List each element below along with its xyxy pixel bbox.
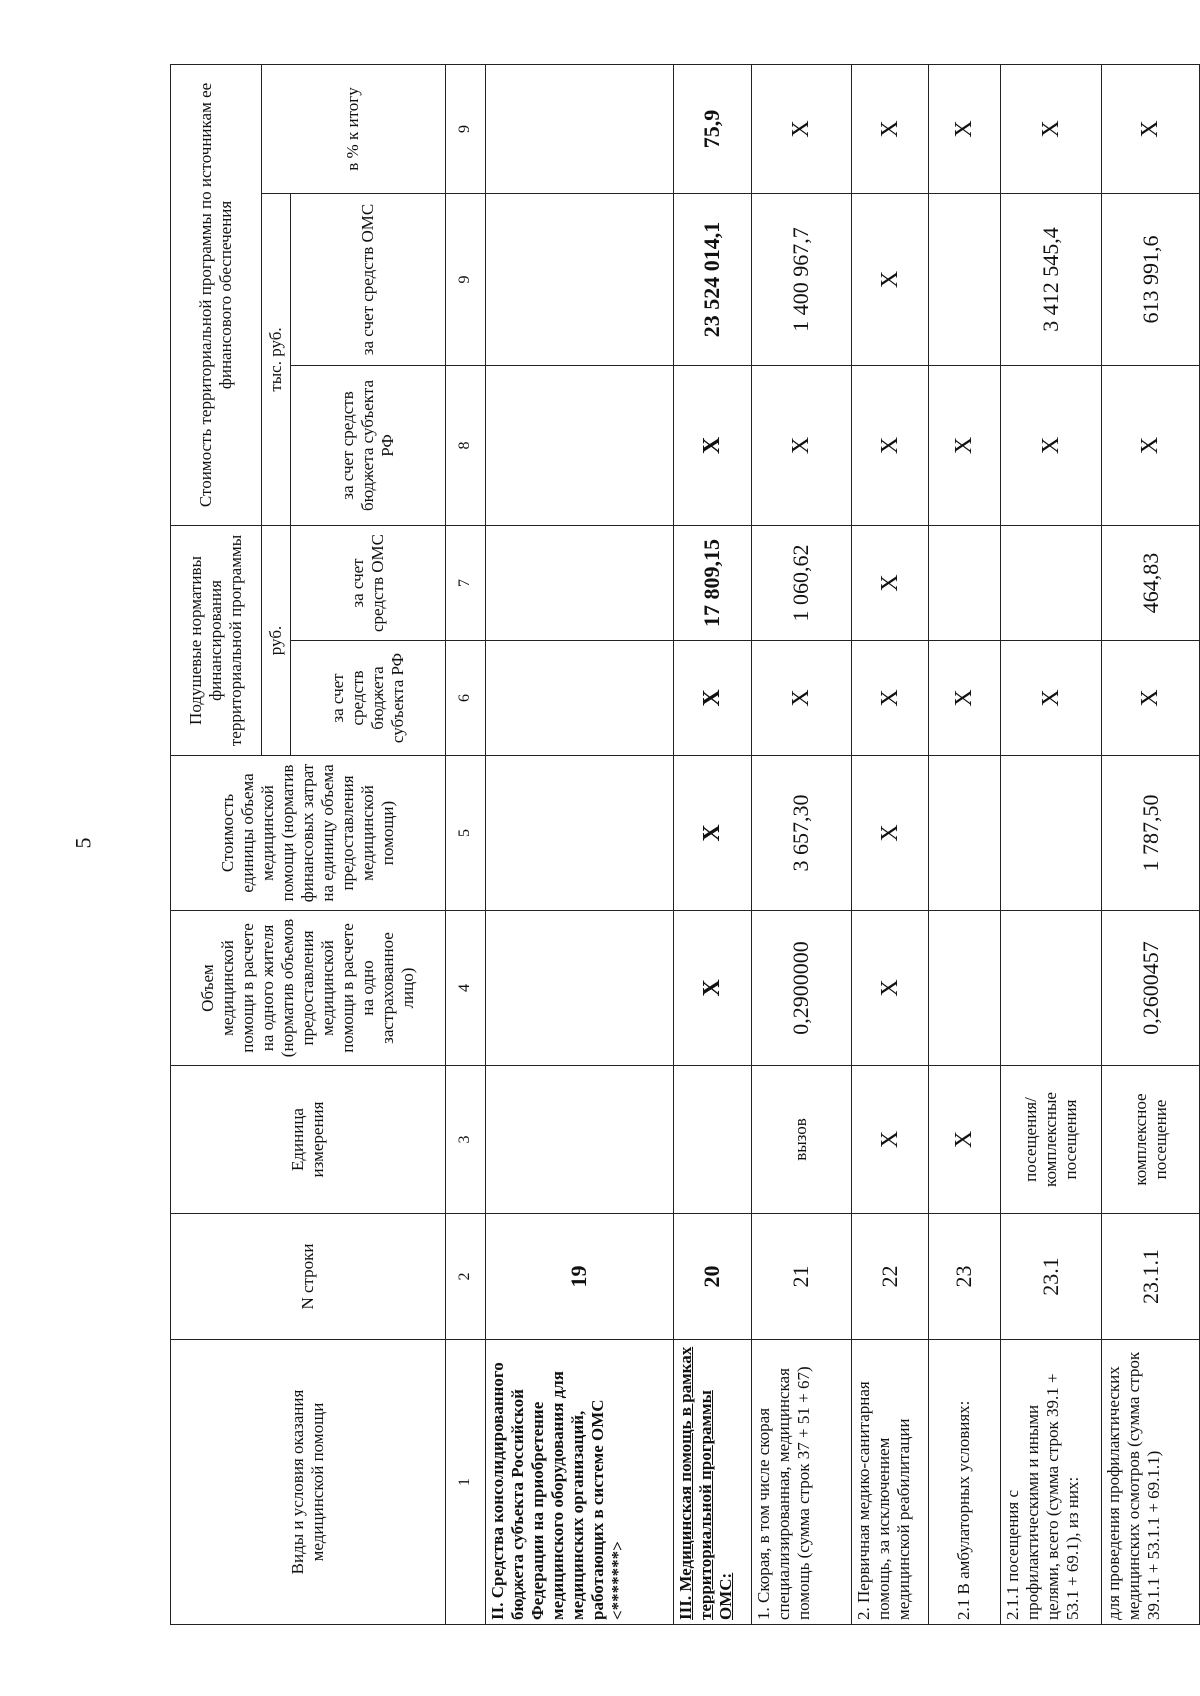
row-budget-pc: [485, 641, 673, 756]
row-oms-pc: 1 060,62: [751, 525, 851, 640]
row-budget-total: Х: [751, 365, 851, 525]
col-number: 2: [446, 1214, 485, 1340]
table-row: [751, 64, 851, 1624]
row-name: III. Медицинская помощь в рамках территориальной программы ОМС:: [673, 1340, 751, 1625]
row-unit: Х: [929, 1066, 1000, 1214]
row-oms-pc: 464,83: [1102, 525, 1200, 640]
row-cost: Х: [673, 756, 751, 911]
row-percent: Х: [751, 64, 851, 193]
row-percent: Х: [851, 64, 929, 193]
header-volume: Объем медицинской помощи в расчете на одного жителя (норматив объемов предоставления медицинской помощи в расчете на одно застрахованное лицо): [171, 911, 446, 1066]
row-volume: Х: [673, 911, 751, 1066]
header-percent: в % к итогу: [261, 64, 446, 193]
header-unit-rub: руб.: [261, 525, 291, 755]
col-number: 3: [446, 1066, 485, 1214]
row-percent: [485, 64, 673, 193]
header-line: N строки: [171, 1214, 446, 1340]
row-budget-total: [485, 365, 673, 525]
header-unit: Единица измерения: [171, 1066, 446, 1214]
row-oms-total: Х: [851, 193, 929, 365]
row-line: 19: [485, 1214, 673, 1340]
row-unit: [673, 1066, 751, 1214]
row-budget-pc: Х: [1000, 641, 1102, 756]
row-budget-total: Х: [1102, 365, 1200, 525]
row-line: 23.1: [1000, 1214, 1102, 1340]
col-number: 4: [446, 911, 485, 1066]
row-oms-total: 1 400 967,7: [751, 193, 851, 365]
row-volume: Х: [851, 911, 929, 1066]
col-number: 6: [446, 641, 485, 756]
row-oms-total: 23 524 014,1: [673, 193, 751, 365]
row-oms-pc: [485, 525, 673, 640]
row-budget-pc: Х: [929, 641, 1000, 756]
row-oms-pc: Х: [851, 525, 929, 640]
row-budget-pc: Х: [1102, 641, 1200, 756]
row-unit: комплексное посещение: [1102, 1066, 1200, 1214]
row-line: 21: [751, 1214, 851, 1340]
row-cost: 1 787,50: [1102, 756, 1200, 911]
row-line: 23: [929, 1214, 1000, 1340]
row-volume: 0,2600457: [1102, 911, 1200, 1066]
table-row: [1000, 64, 1102, 1624]
table-row: [1102, 64, 1200, 1624]
row-line: 23.1.1: [1102, 1214, 1200, 1340]
row-percent: Х: [1000, 64, 1102, 193]
col-number: 9: [446, 64, 485, 193]
row-oms-total: [929, 193, 1000, 365]
row-oms-total: [485, 193, 673, 365]
row-name: 2. Первичная медико-санитарная помощь, за исключением медицинской реабилитации: [851, 1340, 929, 1625]
row-oms-pc: [1000, 525, 1102, 640]
row-volume: 0,2900000: [751, 911, 851, 1066]
row-percent: 75,9: [673, 64, 751, 193]
row-oms-pc: [929, 525, 1000, 640]
row-oms-total: 3 412 545,4: [1000, 193, 1102, 365]
row-cost: [929, 756, 1000, 911]
row-line: 20: [673, 1214, 751, 1340]
col-number: 7: [446, 525, 485, 640]
row-volume: [485, 911, 673, 1066]
row-budget-pc: Х: [751, 641, 851, 756]
col-number: 5: [446, 756, 485, 911]
row-unit: посещения/ комплексные посещения: [1000, 1066, 1102, 1214]
header-kind: Виды и условия оказания медицинской помощи: [171, 1340, 446, 1625]
header-cost: Стоимость единицы объема медицинской помощи (норматив финансовых затрат на единицу объема предоставления медицинской помощи): [171, 756, 446, 911]
row-oms-total: 613 991,6: [1102, 193, 1200, 365]
row-cost: [1000, 756, 1102, 911]
financing-table: [170, 64, 1200, 1625]
row-name: для проведения профилактических медицинских осмотров (сумма строк 39.1.1 + 53.1.1 + 69.1.1): [1102, 1340, 1200, 1625]
row-cost: Х: [851, 756, 929, 911]
row-percent: Х: [929, 64, 1000, 193]
table-row: [929, 64, 1000, 1624]
row-unit: вызов: [751, 1066, 851, 1214]
header-oms-total: за счет средств ОМС: [291, 193, 446, 365]
row-name: II. Средства консолидированного бюджета субъекта Российской Федерации на приобретение медицинского оборудования для медицинских организаций, работающих в системе ОМС <*******>: [485, 1340, 673, 1625]
row-budget-pc: Х: [851, 641, 929, 756]
row-percent: Х: [1102, 64, 1200, 193]
header-budget-pc: за счет средств бюджета субъекта РФ: [291, 641, 446, 756]
row-name: 2.1 В амбулаторных условиях:: [929, 1340, 1000, 1625]
row-budget-total: Х: [929, 365, 1000, 525]
row-budget-total: Х: [851, 365, 929, 525]
rotated-table-container: [170, 65, 1200, 1625]
row-budget-total: Х: [1000, 365, 1102, 525]
row-name: 1. Скорая, в том числе скорая специализированная, медицинская помощь (сумма строк 37 + 51 + 67): [751, 1340, 851, 1625]
header-total: Стоимость территориальной программы по источникам ее финансового обеспечения: [171, 64, 262, 525]
row-volume: [1000, 911, 1102, 1066]
header-percap: Подушевые нормативы финансирования территориальной программы: [171, 525, 262, 755]
row-cost: [485, 756, 673, 911]
row-unit: Х: [851, 1066, 929, 1214]
col-number: 8: [446, 365, 485, 525]
table-row: [485, 64, 673, 1624]
page-number: 5: [70, 837, 96, 849]
row-unit: [485, 1066, 673, 1214]
row-volume: [929, 911, 1000, 1066]
row-oms-pc: 17 809,15: [673, 525, 751, 640]
header-budget-total: за счет средств бюджета субъекта РФ: [291, 365, 446, 525]
row-name: 2.1.1 посещения с профилактическими и иными целями, всего (сумма строк 39.1 + 53.1 + 69.1), из них:: [1000, 1340, 1102, 1625]
row-budget-total: Х: [673, 365, 751, 525]
row-budget-pc: Х: [673, 641, 751, 756]
header-unit-thrub: тыс. руб.: [261, 193, 291, 525]
row-line: 22: [851, 1214, 929, 1340]
col-number: 9: [446, 193, 485, 365]
table-row: [673, 64, 751, 1624]
row-cost: 3 657,30: [751, 756, 851, 911]
col-number: 1: [446, 1340, 485, 1625]
header-oms-pc: за счет средств ОМС: [291, 525, 446, 640]
table-row: [851, 64, 929, 1624]
